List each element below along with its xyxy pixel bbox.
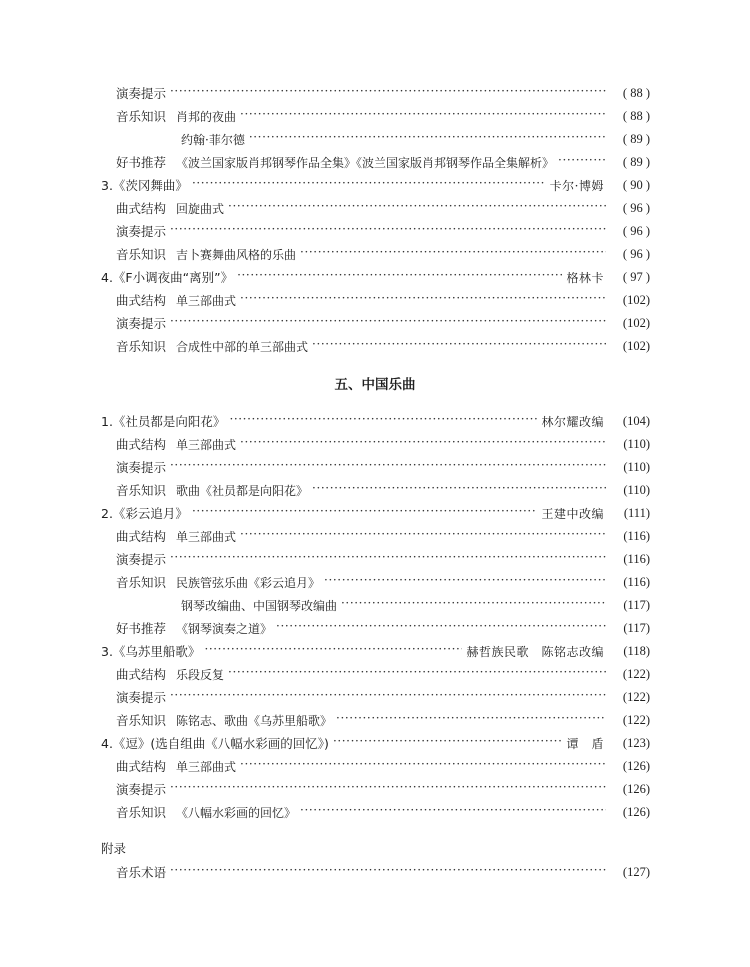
entry-text: 《八幅水彩画的回忆》: [176, 805, 297, 820]
arranger-name: 林尔耀改编: [541, 414, 604, 429]
toc-sub-entry[interactable]: [116, 618, 650, 638]
piece-title: 4.《逗》(选自组曲《八幅水彩画的回忆》): [101, 736, 329, 751]
entry-label: 演奏提示: [116, 690, 167, 705]
page-number: ( 96 ): [622, 200, 650, 215]
entry-text: 单三部曲式: [176, 529, 237, 544]
appendix-heading: 附录: [101, 841, 127, 856]
entry-text: 单三部曲式: [176, 437, 237, 452]
toc-sub-entry[interactable]: [116, 221, 650, 241]
entry-text: 乐段反复: [176, 667, 225, 682]
arranger-name: 卡尔·博姆: [549, 178, 604, 193]
entry-label: 曲式结构: [116, 293, 167, 308]
toc-sub-entry[interactable]: [116, 198, 650, 218]
toc-sub-entry[interactable]: [116, 336, 650, 356]
entry-text: 合成性中部的单三部曲式: [176, 339, 309, 354]
dot-leader: [312, 480, 606, 500]
page-number: (111): [623, 505, 650, 520]
toc-sub-entry[interactable]: [116, 687, 650, 707]
dot-leader: [336, 710, 606, 730]
page-number: (116): [623, 528, 650, 543]
entry-label: 曲式结构: [116, 667, 167, 682]
page-number: (102): [622, 315, 650, 330]
dot-leader: [300, 244, 606, 264]
page-number: (126): [622, 758, 650, 773]
dot-leader: [170, 83, 606, 103]
entry-label: 音乐知识: [116, 575, 167, 590]
dot-leader: [558, 152, 606, 172]
entry-label: 演奏提示: [116, 460, 167, 475]
dot-leader: [324, 572, 606, 592]
entry-text: 约翰·菲尔德: [181, 132, 245, 147]
arranger-name: 赫哲族民歌 陈铭志改编: [466, 644, 604, 659]
page-number: (102): [622, 338, 650, 353]
toc-piece-entry[interactable]: [101, 175, 650, 195]
page-number: (117): [623, 597, 650, 612]
dot-leader: [170, 687, 606, 707]
toc-sub-entry[interactable]: [116, 457, 650, 477]
toc-sub-entry[interactable]: [181, 129, 650, 149]
page-number: ( 97 ): [622, 269, 650, 284]
toc-piece-entry[interactable]: [101, 411, 650, 431]
dot-leader: [312, 336, 606, 356]
piece-title: 3.《乌苏里船歌》: [101, 644, 201, 659]
dot-leader: [204, 641, 462, 661]
entry-text: 肖邦的夜曲: [176, 109, 237, 124]
page-number: (104): [622, 413, 650, 428]
dot-leader: [249, 129, 606, 149]
page-number: ( 88 ): [622, 85, 650, 100]
dot-leader: [192, 175, 546, 195]
entry-label: 音乐术语: [116, 865, 167, 880]
toc-sub-entry[interactable]: [116, 549, 650, 569]
dot-leader: [300, 802, 606, 822]
piece-title: 2.《彩云追月》: [101, 506, 188, 521]
page-number: ( 89 ): [622, 131, 650, 146]
dot-leader: [240, 434, 606, 454]
page-number: (122): [622, 689, 650, 704]
entry-label: 音乐知识: [116, 109, 167, 124]
entry-text: 吉卜赛舞曲风格的乐曲: [176, 247, 297, 262]
dot-leader: [170, 313, 606, 333]
entry-text: 民族管弦乐曲《彩云追月》: [176, 575, 321, 590]
page-number: ( 88 ): [622, 108, 650, 123]
page-number: (123): [622, 735, 650, 750]
toc-sub-entry[interactable]: [116, 244, 650, 264]
piece-title: 3.《茨冈舞曲》: [101, 178, 188, 193]
dot-leader: [341, 595, 606, 615]
toc-sub-entry[interactable]: [116, 480, 650, 500]
entry-text: 回旋曲式: [176, 201, 225, 216]
page-number: ( 96 ): [622, 246, 650, 261]
piece-title: 4.《F小调夜曲“离别”》: [101, 270, 234, 285]
dot-leader: [170, 457, 606, 477]
entry-text: 陈铭志、歌曲《乌苏里船歌》: [176, 713, 333, 728]
toc-sub-entry[interactable]: [116, 152, 650, 172]
page-number: (102): [622, 292, 650, 307]
entry-label: 曲式结构: [116, 759, 167, 774]
toc-sub-entry[interactable]: [116, 313, 650, 333]
arranger-name: 谭 盾: [566, 736, 604, 751]
entry-label: 演奏提示: [116, 316, 167, 331]
dot-leader: [192, 503, 538, 523]
entry-label: 演奏提示: [116, 552, 167, 567]
page-number: ( 89 ): [622, 154, 650, 169]
dot-leader: [170, 862, 606, 882]
dot-leader: [240, 756, 606, 776]
entry-label: 音乐知识: [116, 339, 167, 354]
entry-text: 单三部曲式: [176, 293, 237, 308]
entry-label: 好书推荐: [116, 155, 167, 170]
toc-sub-entry[interactable]: [116, 756, 650, 776]
toc-piece-entry[interactable]: [101, 733, 650, 753]
entry-label: 曲式结构: [116, 437, 167, 452]
entry-label: 好书推荐: [116, 621, 167, 636]
toc-sub-entry[interactable]: [116, 802, 650, 822]
dot-leader: [240, 106, 606, 126]
entry-text: 《钢琴演奏之道》: [176, 621, 273, 636]
toc-sub-entry[interactable]: [116, 779, 650, 799]
toc-sub-entry[interactable]: [116, 572, 650, 592]
dot-leader: [170, 221, 606, 241]
toc-sub-entry[interactable]: [116, 710, 650, 730]
entry-label: 曲式结构: [116, 529, 167, 544]
entry-text: 单三部曲式: [176, 759, 237, 774]
entry-text: 歌曲《社员都是向阳花》: [176, 483, 309, 498]
entry-label: 演奏提示: [116, 782, 167, 797]
page-number: (126): [622, 804, 650, 819]
toc-sub-entry[interactable]: [181, 595, 650, 615]
dot-leader: [240, 290, 606, 310]
dot-leader: [229, 411, 537, 431]
entry-label: 演奏提示: [116, 224, 167, 239]
entry-label: 音乐知识: [116, 805, 167, 820]
entry-text: 《波兰国家版肖邦钢琴作品全集》《波兰国家版肖邦钢琴作品全集解析》: [176, 155, 555, 170]
entry-label: 演奏提示: [116, 86, 167, 101]
dot-leader: [170, 779, 606, 799]
dot-leader: [276, 618, 606, 638]
page-number: (110): [623, 459, 650, 474]
page-number: (126): [622, 781, 650, 796]
page-number: (127): [622, 864, 650, 879]
dot-leader: [228, 664, 606, 684]
section-heading: 五、中国乐曲: [334, 377, 416, 393]
toc-piece-entry[interactable]: [101, 641, 650, 661]
toc-piece-entry[interactable]: [101, 503, 650, 523]
dot-leader: [240, 526, 606, 546]
entry-label: 音乐知识: [116, 713, 167, 728]
page-number: (110): [623, 436, 650, 451]
dot-leader: [237, 267, 562, 287]
page-number: (117): [623, 620, 650, 635]
toc-sub-entry[interactable]: [116, 526, 650, 546]
arranger-name: 格林卡: [566, 270, 604, 285]
page-number: (122): [622, 712, 650, 727]
dot-leader: [170, 549, 606, 569]
page-number: (118): [623, 643, 650, 658]
toc-sub-entry[interactable]: [116, 862, 650, 882]
page-number: (122): [622, 666, 650, 681]
entry-text: 钢琴改编曲、中国钢琴改编曲: [181, 598, 338, 613]
arranger-name: 王建中改编: [541, 506, 604, 521]
dot-leader: [228, 198, 606, 218]
toc-sub-entry[interactable]: [116, 434, 650, 454]
toc-sub-entry[interactable]: [116, 664, 650, 684]
page-number: ( 96 ): [622, 223, 650, 238]
page-number: (116): [623, 574, 650, 589]
toc-sub-entry[interactable]: [116, 83, 650, 103]
dot-leader: [333, 733, 563, 753]
page-number: (116): [623, 551, 650, 566]
entry-label: 音乐知识: [116, 247, 167, 262]
entry-label: 曲式结构: [116, 201, 167, 216]
toc-sub-entry[interactable]: [116, 290, 650, 310]
entry-label: 音乐知识: [116, 483, 167, 498]
toc-sub-entry[interactable]: [116, 106, 650, 126]
page-number: ( 90 ): [622, 177, 650, 192]
toc-piece-entry[interactable]: [101, 267, 650, 287]
piece-title: 1.《社员都是向阳花》: [101, 414, 226, 429]
page-number: (110): [623, 482, 650, 497]
